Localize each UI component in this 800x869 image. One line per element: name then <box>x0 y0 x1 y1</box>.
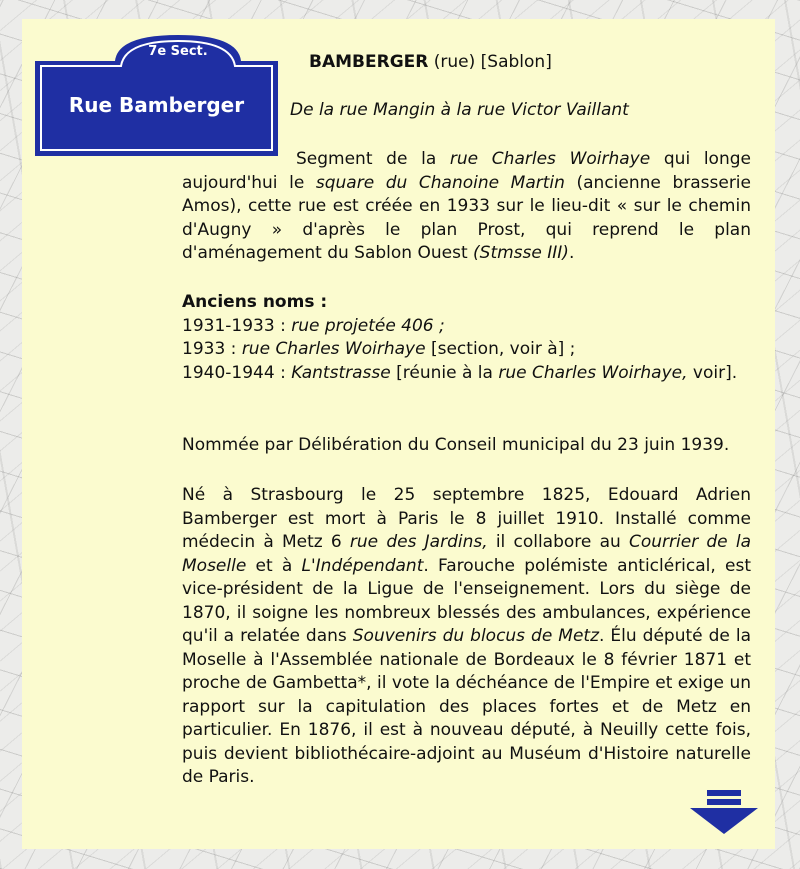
sign-street-name: Rue Bamberger <box>68 93 245 117</box>
street-type: (rue) <box>433 52 476 72</box>
biography-paragraph: Né à Strasbourg le 25 septembre 1825, Edouard Adrien Bamberger est mort à Paris le 8 juillet 1910. Installé comme médecin à Metz 6 rue des Jardins, il collabore au Courrier de la Moselle et à L'Indépendant. Farouche polémiste anticlérical, est vice-président de la Ligue de l'enseignement. Lors du siège de 1870, il soigne les nombreux blessés des ambulances, expérience qu'il a relatée dans Souvenirs du blocus de Metz. Élu député de la Moselle à l'Assemblée nationale de Bordeaux le 8 février 1871 et proche de Gambetta*, il vote la déchéance de l'Empire et exige un rapport sur la capitulation des places fortes et de Metz en particulier. En 1876, il est à nouveau député, à Neuilly cette fois, puis devient bibliothécaire-adjoint au Muséum d'Histoire naturelle de Paris. <box>182 485 752 787</box>
naming-decision: Nommée par Délibération du Conseil municipal du 23 juin 1939. <box>182 435 730 455</box>
former-name-1: 1931-1933 : rue projetée 406 ; <box>182 315 445 336</box>
double-down-arrow-icon <box>690 790 758 834</box>
district-name: [Sablon] <box>480 52 552 72</box>
next-page-button[interactable] <box>690 790 758 834</box>
street-heading <box>309 52 552 72</box>
former-names-title: Anciens noms : <box>182 292 328 312</box>
street-name: BAMBERGER <box>309 52 429 72</box>
former-name-2: 1933 : rue Charles Woirhaye [section, voir à] ; <box>182 339 576 359</box>
street-extent: De la rue Mangin à la rue Victor Vaillant <box>290 100 629 120</box>
former-name-3: 1940-1944 : Kantstrasse [réunie à la rue Charles Woirhaye, voir]. <box>182 362 738 383</box>
sign-section-label: 7e Sect. <box>148 44 208 59</box>
former-names-section <box>182 291 751 385</box>
street-sign <box>33 33 280 158</box>
intro-paragraph: Segment de la rue Charles Woirhaye qui longe aujourd'hui le square du Chanoine Martin (ancienne brasserie Amos), cette rue est créée en 1933 sur le lieu-dit « sur le chemin d'Augny » d'après le plan Prost, qui reprend le plan d'aménagement du Sablon Ouest (Stmsse III). <box>182 149 751 263</box>
